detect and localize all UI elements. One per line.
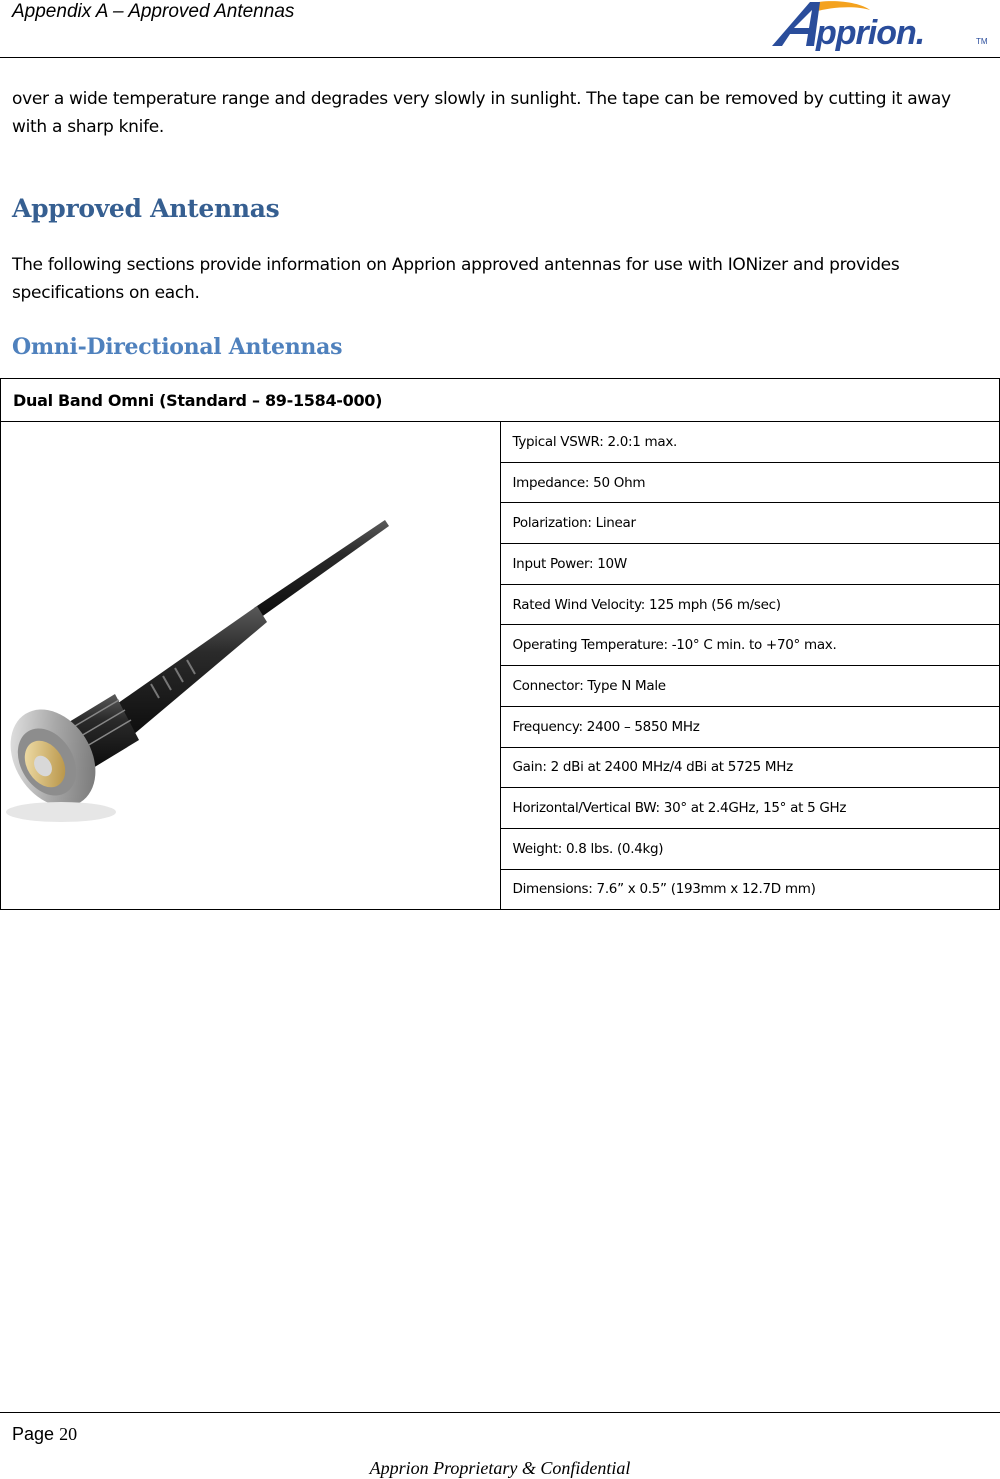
section-paragraph: The following sections provide information on Apprion approved antennas for use with IONizer and provides specifications on each.	[12, 255, 900, 303]
table-title: Dual Band Omni (Standard – 89-1584-000)	[1, 379, 1000, 422]
logo-text: pprion.	[816, 14, 925, 52]
section-subheading: Omni-Directional Antennas	[12, 334, 343, 360]
spec-polarization: Polarization: Linear	[500, 503, 1000, 544]
spec-frequency: Frequency: 2400 – 5850 MHz	[500, 706, 1000, 747]
page-label: Page	[12, 1424, 55, 1444]
header-title: Appendix A – Approved Antennas	[12, 1, 295, 22]
spec-beamwidth: Horizontal/Vertical BW: 30° at 2.4GHz, 15° at 5 GHz	[500, 788, 1000, 829]
confidential-notice: Apprion Proprietary & Confidential	[369, 1458, 631, 1478]
spec-vswr: Typical VSWR: 2.0:1 max.	[500, 422, 1000, 463]
page-number-value: 20	[59, 1424, 78, 1444]
apprion-logo	[770, 0, 990, 58]
spec-operating-temperature: Operating Temperature: -10° C min. to +70° max.	[500, 625, 1000, 666]
spec-weight: Weight: 0.8 lbs. (0.4kg)	[500, 828, 1000, 869]
table-title-row	[1, 379, 1000, 422]
spec-input-power: Input Power: 10W	[500, 544, 1000, 585]
section-heading: Approved Antennas	[12, 194, 280, 223]
intro-paragraph: over a wide temperature range and degrades very slowly in sunlight. The tape can be removed by cutting it away with a sharp knife.	[12, 89, 951, 137]
spec-wind-velocity: Rated Wind Velocity: 125 mph (56 m/sec)	[500, 584, 1000, 625]
antenna-image-cell	[1, 422, 501, 910]
spec-gain: Gain: 2 dBi at 2400 MHz/4 dBi at 5725 MHz	[500, 747, 1000, 788]
spec-connector: Connector: Type N Male	[500, 666, 1000, 707]
footer-divider	[0, 1412, 1000, 1413]
header-divider	[0, 57, 1000, 58]
spec-impedance: Impedance: 50 Ohm	[500, 462, 1000, 503]
spec-row	[1, 422, 1000, 463]
antenna-spec-table	[0, 378, 1000, 910]
antenna-image	[1, 422, 416, 908]
spec-dimensions: Dimensions: 7.6” x 0.5” (193mm x 12.7D mm)	[500, 869, 1000, 910]
page-number	[12, 1424, 77, 1445]
logo-tm: TM	[976, 37, 988, 46]
